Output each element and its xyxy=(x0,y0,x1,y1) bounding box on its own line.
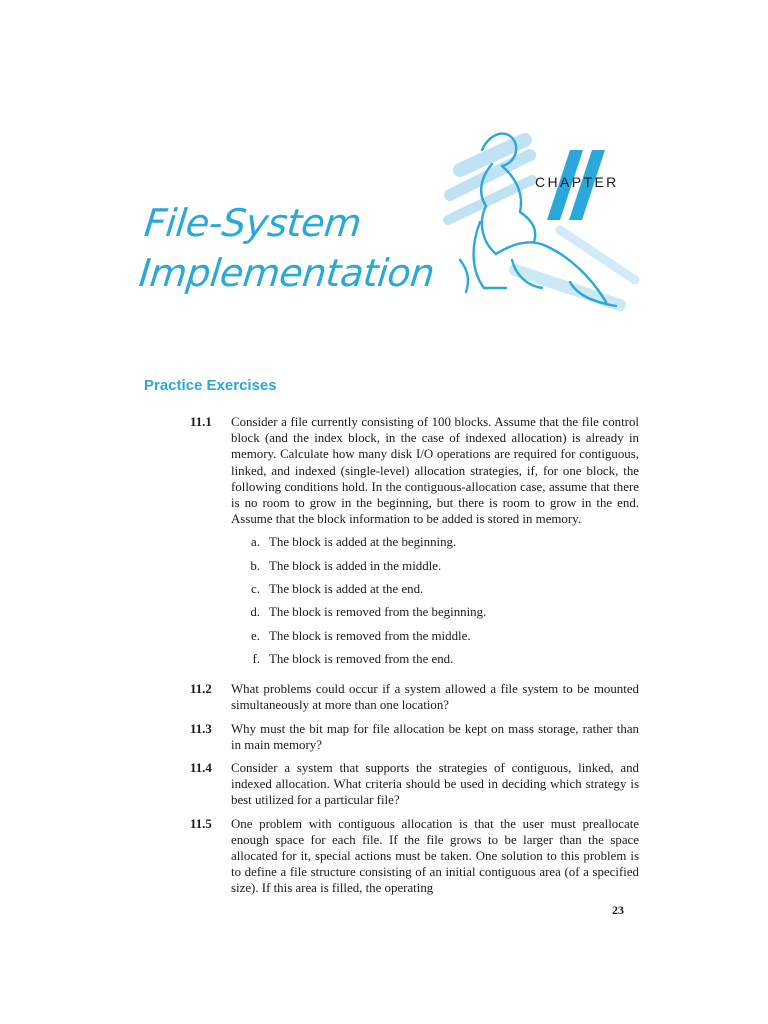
chapter-label: CHAPTER xyxy=(535,174,619,190)
sub-item xyxy=(231,628,639,644)
watercolor-wash xyxy=(448,140,635,305)
exercise-11-2 xyxy=(190,681,639,713)
sub-item-letter: f. xyxy=(252,651,260,666)
sub-item-letter: c. xyxy=(251,582,260,597)
exercise-text: Consider a system that supports the strategies of contiguous, linked, and indexed allocation. What criteria should be used in deciding which strategy is best utilized for a particular file? xyxy=(231,761,639,808)
exercise-sub-items xyxy=(231,534,639,667)
exercise-body xyxy=(231,414,639,674)
sub-item xyxy=(231,604,639,620)
exercise-number: 11.4 xyxy=(190,761,212,776)
sub-item xyxy=(231,651,639,667)
exercise-11-4 xyxy=(190,760,639,809)
chapter-title-line-2: Implementation xyxy=(137,251,437,295)
page-number: 23 xyxy=(612,903,624,917)
sub-item-letter: d. xyxy=(250,605,260,620)
sub-item xyxy=(231,534,639,550)
exercise-body xyxy=(231,681,639,713)
exercise-text: Consider a file currently consisting of 100 blocks. Assume that the file control block (and the index block, in the case of indexed allocation) is already in memory. Calculate how many disk I/O operations are required for contiguous, linked, and indexed (single-level) allocation strategies, if, for one block, the following conditions hold. In the contiguous-allocation case, assume that there is no room to grow in the beginning, but there is room to grow in the end. Assume that the block information to be added is stored in memory. xyxy=(231,415,639,527)
sub-item xyxy=(231,581,639,597)
exercise-11-1 xyxy=(190,414,639,674)
exercise-body xyxy=(231,816,639,897)
sub-item-text: The block is removed from the beginning. xyxy=(269,605,487,620)
exercise-text: Why must the bit map for file allocation be kept on mass storage, rather than in main memory? xyxy=(231,721,639,752)
section-heading: Practice Exercises xyxy=(144,377,277,394)
sub-item-text: The block is added at the beginning. xyxy=(269,535,457,550)
exercise-11-5 xyxy=(190,816,639,897)
exercise-number: 11.2 xyxy=(190,682,212,697)
sub-item-text: The block is added in the middle. xyxy=(269,558,442,573)
chapter-title xyxy=(137,198,442,298)
exercise-body xyxy=(231,721,639,753)
exercise-text: What problems could occur if a system allowed a file system to be mounted simultaneously at more than one location? xyxy=(231,682,639,713)
sub-item-letter: e. xyxy=(251,628,260,643)
exercise-number: 11.3 xyxy=(190,721,212,736)
exercise-number: 11.5 xyxy=(190,816,212,831)
sub-item-letter: a. xyxy=(251,535,260,550)
sub-item-text: The block is added at the end. xyxy=(269,582,424,597)
exercise-11-3 xyxy=(190,721,639,753)
chapter-title-line-1: File-System xyxy=(142,201,364,245)
exercise-body xyxy=(231,760,639,809)
exercise-number: 11.1 xyxy=(190,415,212,429)
sub-item-text: The block is removed from the end. xyxy=(269,651,454,666)
sub-item-letter: b. xyxy=(250,558,260,573)
exercise-text: One problem with contiguous allocation is that the user must preallocate enough space for each file. If the file grows to be larger than the space allocated for it, special actions must be taken. One solution to this problem is to define a file structure consisting of an initial contiguous area (of a specified size). If this area is filled, the operating xyxy=(231,816,639,896)
chapter-illustration xyxy=(420,120,650,330)
exercise-list xyxy=(190,414,639,904)
sub-item-text: The block is removed from the middle. xyxy=(269,628,471,643)
sub-item xyxy=(231,558,639,574)
